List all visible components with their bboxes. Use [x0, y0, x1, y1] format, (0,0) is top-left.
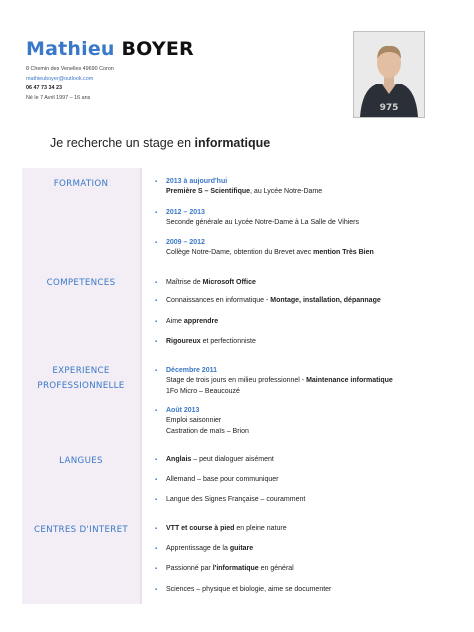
- bullet-icon: ▪: [155, 526, 158, 532]
- bullet-icon: ▪: [155, 546, 158, 552]
- item-text: Maîtrise de: [166, 279, 203, 286]
- item-text: , au Lycée Notre-Dame: [250, 188, 323, 196]
- headline-prefix: Je recherche un stage en: [50, 136, 195, 150]
- bullet-icon: ▪: [155, 179, 158, 185]
- item-highlight: Anglais: [166, 456, 192, 463]
- item-date: 2013 à aujourd'hui: [166, 178, 228, 185]
- bullet-icon: ▪: [155, 298, 158, 304]
- section-title-competences: COMPETENCES: [46, 278, 116, 288]
- item-text: Castration de maïs – Brion: [166, 427, 249, 435]
- item-date: Août 2013: [166, 407, 200, 414]
- langue-item: [155, 475, 456, 485]
- bullet-icon: ▪: [155, 587, 158, 593]
- item-date: Décembre 2011: [166, 367, 217, 374]
- interet-item: [155, 564, 456, 574]
- section-title-formation: FORMATION: [53, 179, 109, 189]
- interet-item: [155, 544, 456, 554]
- competence-item: [155, 337, 456, 347]
- profile-photo: [353, 31, 425, 118]
- contact-block: [26, 65, 114, 103]
- bullet-icon: ▪: [155, 566, 158, 572]
- item-text: Emploi saisonnier: [166, 417, 222, 425]
- formation-item: [155, 177, 456, 198]
- address: 8 Chemin des Venelles 49690 Coron: [26, 66, 114, 72]
- first-name: Mathieu: [26, 38, 115, 60]
- item-highlight: Première S – Scientifique: [166, 188, 251, 196]
- item-text: Collège Notre-Dame, obtention du Brevet avec: [166, 249, 314, 257]
- item-date: 2009 – 2012: [166, 239, 205, 246]
- item-highlight: Rigoureux: [166, 338, 201, 345]
- bullet-icon: ▪: [155, 368, 158, 374]
- formation-item: [155, 208, 456, 229]
- item-highlight: Maintenance informatique: [306, 377, 393, 385]
- item-date: 2012 – 2013: [166, 209, 205, 216]
- item-text: en pleine nature: [234, 525, 287, 532]
- competence-item: [155, 296, 456, 306]
- item-text: – peut dialoguer aisément: [191, 456, 274, 463]
- item-text: Allemand – base pour communiquer: [166, 476, 279, 483]
- item-highlight: apprendre: [183, 318, 219, 325]
- item-text: et perfectionniste: [200, 338, 256, 345]
- interet-item: [155, 524, 456, 534]
- section-title-line: EXPERIENCE: [52, 366, 110, 376]
- bullet-icon: ▪: [155, 319, 158, 325]
- item-text: en général: [258, 565, 294, 572]
- item-text: Stage de trois jours en milieu professionnel -: [166, 377, 307, 385]
- bullet-icon: ▪: [155, 457, 158, 463]
- email-link[interactable]: mathieuboyer@outlook.com: [26, 75, 94, 82]
- bullet-icon: ▪: [155, 408, 158, 414]
- svg-text:975: 975: [379, 103, 399, 113]
- item-highlight: mention Très Bien: [313, 249, 374, 257]
- item-highlight: VTT et course à pied: [166, 525, 235, 532]
- item-highlight: Microsoft Office: [202, 279, 256, 286]
- full-name: [26, 38, 194, 60]
- item-text: Sciences – physique et biologie, aime se documenter: [166, 586, 332, 593]
- experience-item: [155, 406, 456, 437]
- item-text: Seconde générale au Lycée Notre-Dame à La Salle de Vihiers: [166, 219, 360, 227]
- birth-info: Né le 7 Avril 1997 – 16 ans: [26, 94, 91, 101]
- item-highlight: l'informatique: [212, 565, 259, 572]
- experience-item: [155, 366, 456, 397]
- langue-item: [155, 495, 456, 505]
- bullet-icon: ▪: [155, 280, 158, 286]
- item-text: Connaissances en informatique -: [166, 297, 271, 304]
- item-text: Langue des Signes Française – couramment: [166, 496, 306, 503]
- section-title-langues: LANGUES: [59, 456, 103, 466]
- phone: 06 47 73 34 23: [26, 85, 62, 92]
- langue-item: [155, 455, 456, 465]
- section-title-experience: [22, 364, 140, 394]
- competence-item: [155, 278, 456, 288]
- item-highlight: Montage, installation, dépannage: [270, 297, 381, 304]
- formation-item: [155, 238, 456, 259]
- interet-item: [155, 585, 456, 595]
- bullet-icon: ▪: [155, 339, 158, 345]
- last-name: BOYER: [121, 38, 194, 60]
- item-text: 1Fo Micro – Beaucouzé: [166, 387, 240, 395]
- competence-item: [155, 317, 456, 327]
- item-text: Aime: [166, 318, 184, 325]
- section-title-interets: CENTRES D'INTERET: [33, 525, 129, 535]
- bullet-icon: ▪: [155, 210, 158, 216]
- item-text: Apprentissage de la: [166, 545, 230, 552]
- bullet-icon: ▪: [155, 497, 158, 503]
- headline-keyword: informatique: [194, 136, 271, 150]
- item-highlight: guitare: [229, 545, 254, 552]
- bullet-icon: ▪: [155, 477, 158, 483]
- item-text: Passionné par: [166, 565, 213, 572]
- section-title-line: PROFESSIONNELLE: [37, 381, 125, 391]
- bullet-icon: ▪: [155, 240, 158, 246]
- headline: [50, 136, 270, 150]
